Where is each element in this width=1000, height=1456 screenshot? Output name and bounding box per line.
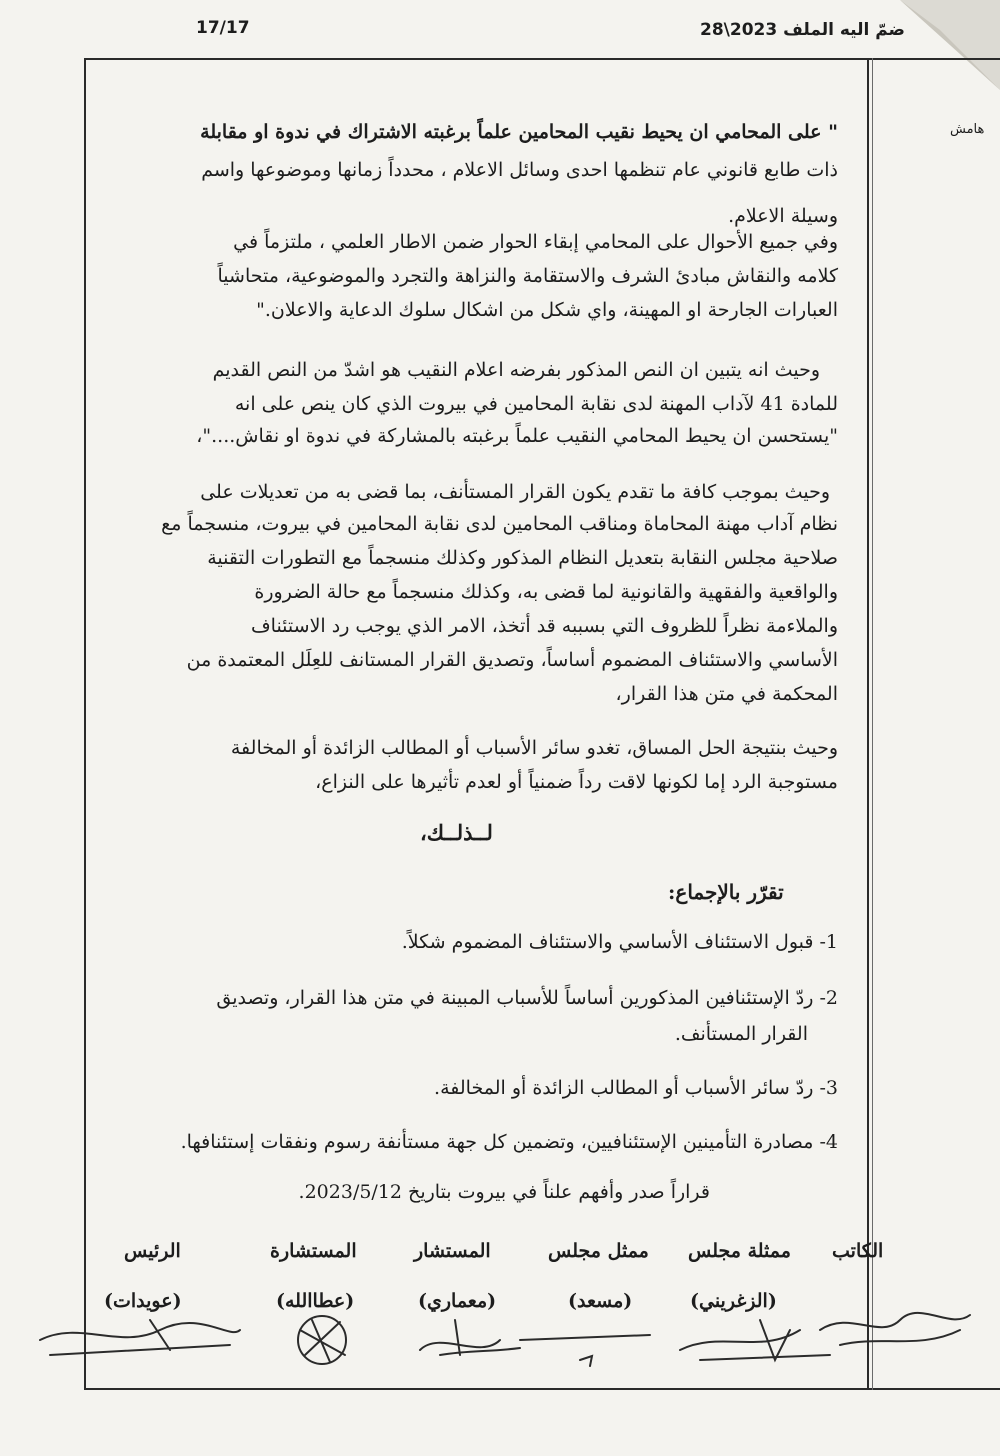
decided-label: تقرّر بالإجماع:: [668, 880, 784, 904]
paragraph-line: والملاءمة نظراً للظروف التي بسببه قد أتخذ، الامر الذي يوجب رد الاستئناف: [250, 615, 838, 637]
paragraph-line: كلامه والنقاش مبادئ الشرف والاستقامة والنزاهة والتجرد والموضوعية، متحاشياً: [217, 265, 838, 287]
ruling-item: 2- ردّ الإستئنافين المذكورين أساساً للأسباب المبينة في متن هذا القرار، وتصديق: [216, 987, 838, 1009]
section-title: لــذلــك،: [420, 820, 493, 845]
paragraph-line: وحيث بموجب كافة ما تقدم يكون القرار المستأنف، بما قضى به من تعديلات على: [200, 481, 830, 503]
signatory-name: (عطاالله): [276, 1290, 355, 1312]
paragraph-line: وحيث انه يتبين ان النص المذكور بفرضه اعلام النقيب هو اشدّ من النص القديم: [212, 359, 820, 381]
signatory-role: ممثل مجلس: [548, 1240, 649, 1262]
signatures-area: [0, 1300, 1000, 1390]
signature-mustashara: [298, 1316, 346, 1364]
file-reference: ضمّ اليه الملف 2023\28: [700, 20, 905, 40]
ruling-item: القرار المستأنف.: [674, 1023, 808, 1045]
signatory-name: (مسعد): [568, 1290, 633, 1312]
paragraph-line: المحكمة في متن هذا القرار،: [615, 683, 838, 705]
paragraph-line: الأساسي والاستئناف المضموم أساساً، وتصديق القرار المستانف للعِلَل المعتمدة من: [186, 649, 838, 671]
paragraph-line: " على المحامي ان يحيط نقيب المحامين علماً برغبته الاشتراك في ندوة او مقابلة: [200, 121, 838, 143]
margin-divider: [867, 58, 869, 1390]
margin-divider-inner: [872, 58, 873, 1390]
paragraph-line: "يستحسن ان يحيط المحامي النقيب علماً برغبته بالمشاركة في ندوة او نقاش...."،: [196, 425, 838, 447]
signatory-name: (معماري): [418, 1290, 497, 1312]
paragraph-line: صلاحية مجلس النقابة بتعديل النظام المذكور وكذلك منسجماً مع التطورات التقنية: [207, 547, 838, 569]
ruling-item: 1- قبول الاستئناف الأساسي والاستئناف المضموم شكلاً.: [401, 931, 838, 953]
ruling-item: 3- ردّ سائر الأسباب أو المطالب الزائدة أو المخالفة.: [434, 1077, 838, 1099]
paragraph-line: وسيلة الاعلام.: [728, 205, 838, 227]
page-number: 17/17: [196, 18, 250, 38]
signature-mustashar: [420, 1320, 520, 1355]
signature-rais: [40, 1320, 240, 1355]
signatory-role: الرئيس: [124, 1240, 181, 1262]
signatory-role: المستشار: [414, 1240, 491, 1262]
paragraph-line: نظام آداب مهنة المحاماة ومناقب المحامين لدى نقابة المحامين في بيروت، منسجماً مع: [161, 513, 838, 535]
paragraph-line: والواقعية والفقهية والقانونية لما قضى به، وكذلك منسجماً مع حالة الضرورة: [254, 581, 838, 603]
ruling-item: 4- مصادرة التأمينين الإستئنافيين، وتضمين كل جهة مستأنفة رسوم ونفقات إستئنافها.: [180, 1131, 838, 1153]
paragraph-line: ذات طابع قانوني عام تنظمها احدى وسائل الاعلام ، محدداً زمانها وموضوعها واسم: [201, 159, 838, 181]
paragraph-line: وحيث بنتيجة الحل المساق، تغدو سائر الأسباب أو المطالب الزائدة أو المخالفة: [230, 737, 838, 759]
paragraph-line: للمادة 41 لآداب المهنة لدى نقابة المحامين في بيروت الذي كان ينص على انه: [234, 393, 838, 415]
signatory-role: المستشارة: [270, 1240, 357, 1262]
signature-mumathil: [520, 1335, 650, 1366]
paragraph-line: مستوجبة الرد إما لكونها لاقت رداً ضمنياً أو لعدم تأثيرها على النزاع،: [315, 771, 838, 793]
closing-statement: قراراً صدر وأفهم علناً في بيروت بتاريخ 2023/5/12.: [298, 1181, 710, 1203]
margin-label: هامش: [950, 122, 985, 137]
signature-mumathila: [680, 1320, 830, 1360]
signatory-name: (عويدات): [104, 1290, 182, 1312]
signatory-name: (الزغريني): [690, 1290, 777, 1312]
signature-katib: [820, 1313, 970, 1345]
signatory-role: الكاتب: [832, 1240, 884, 1262]
paragraph-line: العبارات الجارحة او المهينة، واي شكل من اشكال سلوك الدعاية والاعلان.": [256, 299, 838, 321]
paragraph-line: وفي جميع الأحوال على المحامي إبقاء الحوار ضمن الاطار العلمي ، ملتزماً في: [233, 231, 838, 253]
signatory-role: ممثلة مجلس: [688, 1240, 791, 1262]
